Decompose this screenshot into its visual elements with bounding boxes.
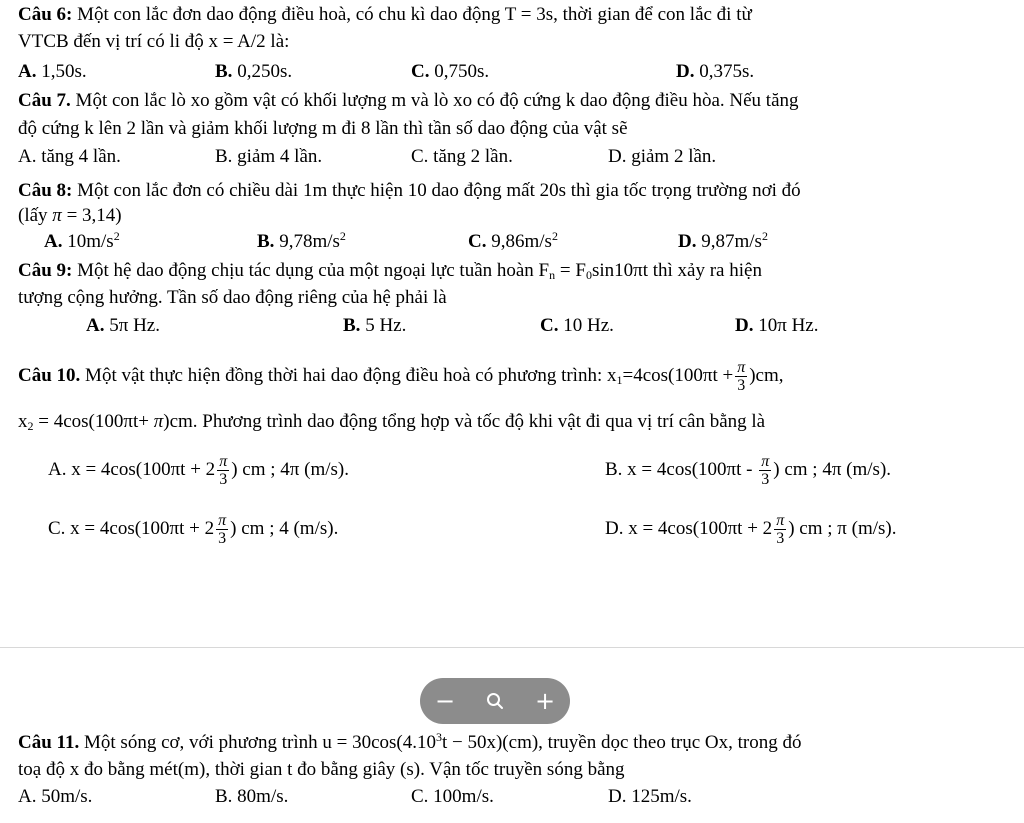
- q8-line-2: (lấy π = 3,14): [18, 205, 122, 226]
- q7-line-1: [18, 90, 799, 112]
- q9-option-a: A. 5π Hz.: [86, 315, 160, 336]
- q8-option-c: C. $9,86m/s^2$: [468, 229, 558, 252]
- q9-line-2: tượng cộng hưởng. Tần số dao động riêng của hệ phải là: [18, 287, 447, 308]
- q8-option-d: D. $9,87m/s^2$: [678, 229, 768, 252]
- q7-heading: Câu 7.: [18, 90, 71, 111]
- q10-option-d: D. x = 4cos(100πt + 2 $\frac{\pi}{3}$ ) cm ; π (m/s).: [605, 512, 897, 548]
- q10-option-b: B. x = 4cos(100πt - $\frac{\pi}{3}$ ) cm ; 4π (m/s).: [605, 453, 892, 489]
- q9-heading: Câu 9:: [18, 260, 73, 281]
- q9-line-1: Câu 9: Một hệ dao động chịu tác dụng của một ngoại lực tuần hoàn $F_n = F_0\sin 10\pi t$ thì xảy ra hiện: [18, 260, 762, 282]
- zoom-in-button[interactable]: +: [534, 687, 556, 715]
- q11-heading: Câu 11.: [18, 732, 80, 753]
- q10-option-a: A. x = 4cos(100πt + 2 $\frac{\pi}{3}$ ) cm ; 4π (m/s).: [48, 453, 349, 489]
- q10-fraction: $\frac{\pi}{3}$: [737, 359, 746, 395]
- q6-text-1: Một con lắc đơn dao động điều hoà, có chu kì dao động T = 3s, thời gian để con lắc đi từ: [72, 4, 752, 25]
- q9-option-c: C. 10 Hz.: [540, 315, 614, 336]
- zoom-control: [420, 678, 570, 724]
- q7-option-b: B. giảm 4 lần.: [215, 146, 323, 167]
- magnifier-icon: [486, 692, 504, 710]
- q11-line-1: Câu 11. Một sóng cơ, với phương trình $u = 30\cos(4.10^3t - 50x)(cm)$, truyền dọc theo trục Ox, trong đó: [18, 730, 802, 753]
- q6-heading: Câu 6:: [18, 4, 73, 25]
- q6-line-2: VTCB đến vị trí có li độ x = A/2 là:: [18, 31, 290, 52]
- q6-option-d: D. 0,375s.: [676, 61, 755, 82]
- q11-line-2: toạ độ x đo bằng mét(m), thời gian t đo bằng giây (s). Vận tốc truyền sóng bằng: [18, 759, 625, 780]
- q10-line-2: $x_2 = 4\cos(100\pi t+ \pi)cm$. Phương trình dao động tổng hợp và tốc độ khi vật đi qua vị trí cân bằng là: [18, 411, 766, 433]
- q6-line-1: [18, 4, 752, 26]
- q6-option-c: C. 0,750s.: [411, 61, 490, 82]
- q8-option-a: A. $10m/s^2$: [44, 229, 120, 252]
- q11-option-c: C. 100m/s.: [411, 786, 494, 807]
- page-separator: [0, 647, 1024, 648]
- q7-text-1: Một con lắc lò xo gồm vật có khối lượng m và lò xo có độ cứng k dao động điều hòa. Nếu tăng: [70, 90, 799, 111]
- q10-option-c: C. x = 4cos(100πt + 2 $\frac{\pi}{3}$ ) cm ; 4 (m/s).: [48, 512, 339, 548]
- q8-heading: Câu 8:: [18, 180, 73, 201]
- q11-option-b: B. 80m/s.: [215, 786, 289, 807]
- q10-heading: Câu 10.: [18, 365, 81, 386]
- q8-line-1: [18, 180, 801, 202]
- zoom-out-button[interactable]: −: [434, 687, 456, 715]
- q7-line-2: độ cứng k lên 2 lần và giảm khối lượng m đi 8 lần thì tần số dao động của vật sẽ: [18, 118, 628, 139]
- zoom-reset-button[interactable]: [475, 681, 515, 721]
- q6-option-a: A. 1,50s.: [18, 61, 87, 82]
- q7-option-c: C. tăng 2 lần.: [411, 146, 513, 167]
- q10-line-1: Câu 10. Một vật thực hiện đồng thời hai dao động điều hoà có phương trình: $x_1=4\cos(100\pi t$ + $\frac{\pi}{3}$ )cm,: [18, 359, 784, 395]
- q11-option-d: D. 125m/s.: [608, 786, 692, 807]
- q9-option-b: B. 5 Hz.: [343, 315, 407, 336]
- q8-text-1: Một con lắc đơn có chiều dài 1m thực hiện 10 dao động mất 20s thì gia tốc trọng trường nơi đó: [72, 180, 801, 201]
- q11-option-a: A. 50m/s.: [18, 786, 93, 807]
- q8-option-b: B. $9,78m/s^2$: [257, 229, 346, 252]
- q7-option-a: A. tăng 4 lần.: [18, 146, 121, 167]
- q9-option-d: D. 10π Hz.: [735, 315, 819, 336]
- q6-option-b: B. 0,250s.: [215, 61, 293, 82]
- q7-option-d: D. giảm 2 lần.: [608, 146, 717, 167]
